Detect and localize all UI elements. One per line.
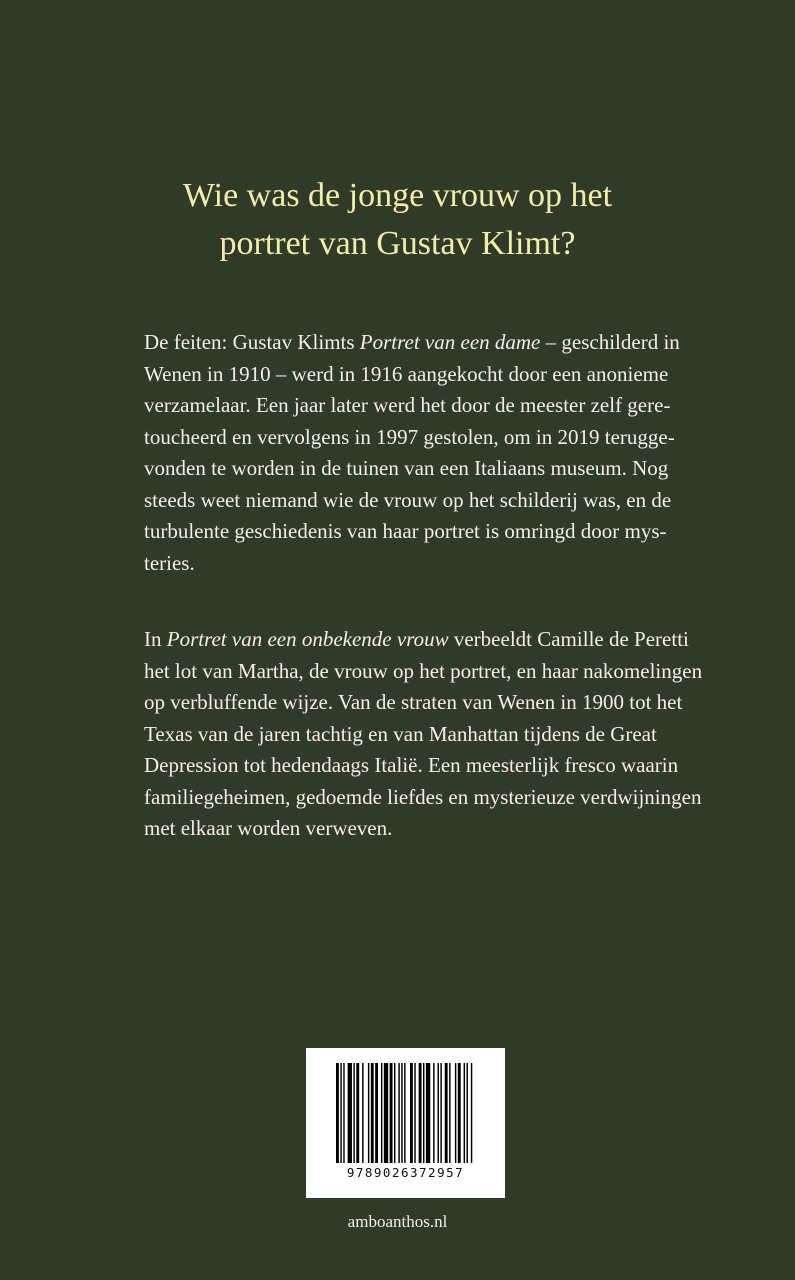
barcode-bar (398, 1063, 399, 1163)
paragraph-line: toucheerd en vervolgens in 1997 gestolen, om in 2019 terugge- (144, 424, 675, 449)
barcode-bar (336, 1063, 339, 1163)
paragraph-line: familiegeheimen, gedoemde liefdes en mysterieuze verdwijningen (144, 784, 702, 809)
publisher-website: amboanthos.nl (347, 1212, 448, 1231)
paragraph-line (144, 327, 680, 359)
barcode-bar (449, 1063, 450, 1163)
barcode-bar (381, 1063, 382, 1163)
barcode-bar (419, 1063, 422, 1163)
paragraph-line: steeds weet niemand wie de vrouw op het schilderij was, en de (144, 487, 672, 512)
barcode-bar (401, 1063, 402, 1163)
paragraph-line: vonden te worden in de tuinen van een Italiaans museum. Nog (144, 456, 669, 480)
italic-title: Portret van een dame (359, 330, 541, 354)
paragraph-line: verzamelaar. Een jaar later werd het door de meester zelf gere- (144, 393, 671, 417)
barcode-bar (440, 1063, 441, 1163)
barcode-bar (467, 1063, 468, 1163)
paragraph-line: het lot van Martha, de vrouw op het portret, en haar nakomelingen (144, 658, 703, 683)
text-run: verbeeldt Camille de Peretti (448, 627, 689, 651)
barcode-bar (438, 1063, 439, 1163)
isbn-number: 9789026372957 (346, 1165, 465, 1180)
paragraph-line: Texas van de jaren tachtig en van Manhattan tijdens de Great (144, 721, 657, 746)
barcode-bar (362, 1063, 363, 1163)
blurb-paragraph-2 (144, 624, 703, 845)
barcode-bar (343, 1063, 344, 1163)
barcode-bar (353, 1063, 354, 1163)
headline-line-2: portret van Gustav Klimt? (219, 225, 576, 262)
barcode-bar (390, 1063, 393, 1163)
paragraph-line: Depression tot hedendaags Italië. Een meesterlijk fresco waarin (144, 753, 679, 777)
barcode-bar (458, 1063, 461, 1163)
paragraph-line: Wenen in 1910 – werd in 1916 aangekocht door een anonieme (144, 361, 669, 386)
barcode-bar (356, 1063, 359, 1163)
barcode-bar (445, 1063, 448, 1163)
text-run: In (144, 627, 167, 651)
barcode-bar (348, 1063, 352, 1163)
blurb-paragraph-1 (144, 327, 680, 579)
text-run: De feiten: Gustav Klimts (144, 330, 360, 354)
barcode-bar (414, 1063, 415, 1163)
barcode-bar (384, 1063, 388, 1163)
paragraph-line: met elkaar worden verweven. (144, 816, 393, 840)
paragraph-line (144, 624, 689, 656)
paragraph-line: turbulente geschiedenis van haar portret is omringd door mys- (144, 519, 667, 543)
barcode-bar (423, 1063, 424, 1163)
paragraph-line: teries. (144, 550, 195, 575)
barcode-bar (375, 1063, 378, 1163)
headline (0, 172, 795, 268)
barcode-bar (368, 1063, 369, 1163)
paragraph-line: op verbluffende wijze. Van de straten van Wenen in 1900 tot het (144, 690, 683, 714)
barcode-bar (404, 1063, 405, 1163)
barcode-bar (394, 1063, 395, 1163)
barcode-bar (433, 1063, 434, 1163)
barcode (306, 1048, 505, 1198)
headline-line-1: Wie was de jonge vrouw op het (182, 177, 613, 214)
barcode-bars (336, 1063, 476, 1163)
barcode-bar (471, 1063, 472, 1163)
italic-title: Portret van een onbekende vrouw (166, 627, 449, 651)
barcode-bar (371, 1063, 374, 1163)
barcode-bar (340, 1063, 341, 1163)
barcode-bar (455, 1063, 456, 1163)
barcode-bar (410, 1063, 413, 1163)
barcode-bar (464, 1063, 465, 1163)
text-run: – geschilderd in (540, 330, 680, 354)
barcode-bar (426, 1063, 430, 1163)
